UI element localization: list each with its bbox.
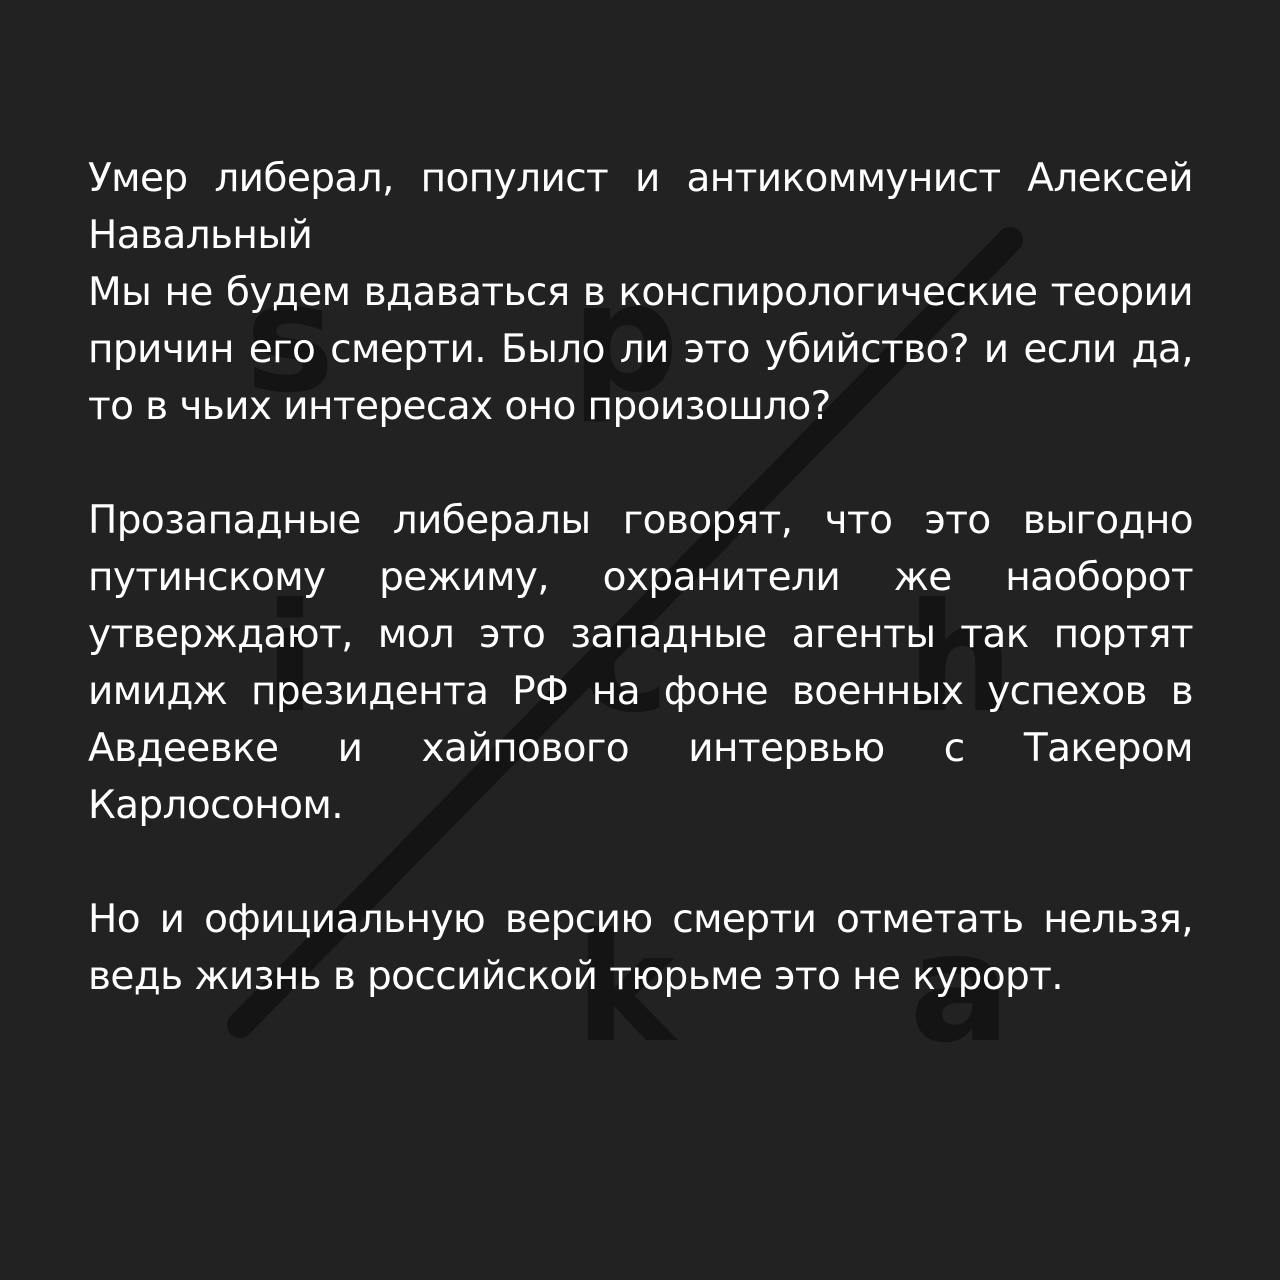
opinions-line: Прозападные либералы говорят, что это выгодно путинскому режиму, охранители же наоборот утверждают, мол это западные агенты так портят имидж президента РФ на фоне военных успехов в Авдеевке и хайпового интервью с Такером Карлосоном. <box>88 498 1193 828</box>
paragraph-opinions <box>88 492 1193 834</box>
watermark-letter-s: s <box>245 252 335 426</box>
watermark-letter-i: i <box>264 572 316 746</box>
post-text <box>88 150 1193 1005</box>
watermark-letter-p: p <box>571 252 679 426</box>
watermark-letter-h: h <box>906 572 1014 746</box>
official-version-line: Но и официальную версию смерти отметать нельзя, ведь жизнь в российской тюрьме это не курорт. <box>88 897 1193 999</box>
watermark-letter-k: k <box>575 902 675 1076</box>
intro-line: Мы не будем вдаваться в конспирологические теории причин его смерти. Было ли это убийство? и если да, то в чьих интересах оно произошло? <box>88 270 1193 429</box>
paragraph-official-version <box>88 891 1193 1005</box>
paragraph-intro <box>88 150 1193 435</box>
watermark-letter-c: c <box>580 572 670 746</box>
watermark-letter-a: a <box>909 902 1011 1076</box>
headline-line: Умер либерал, популист и антикоммунист Алексей Навальный <box>88 156 1193 258</box>
